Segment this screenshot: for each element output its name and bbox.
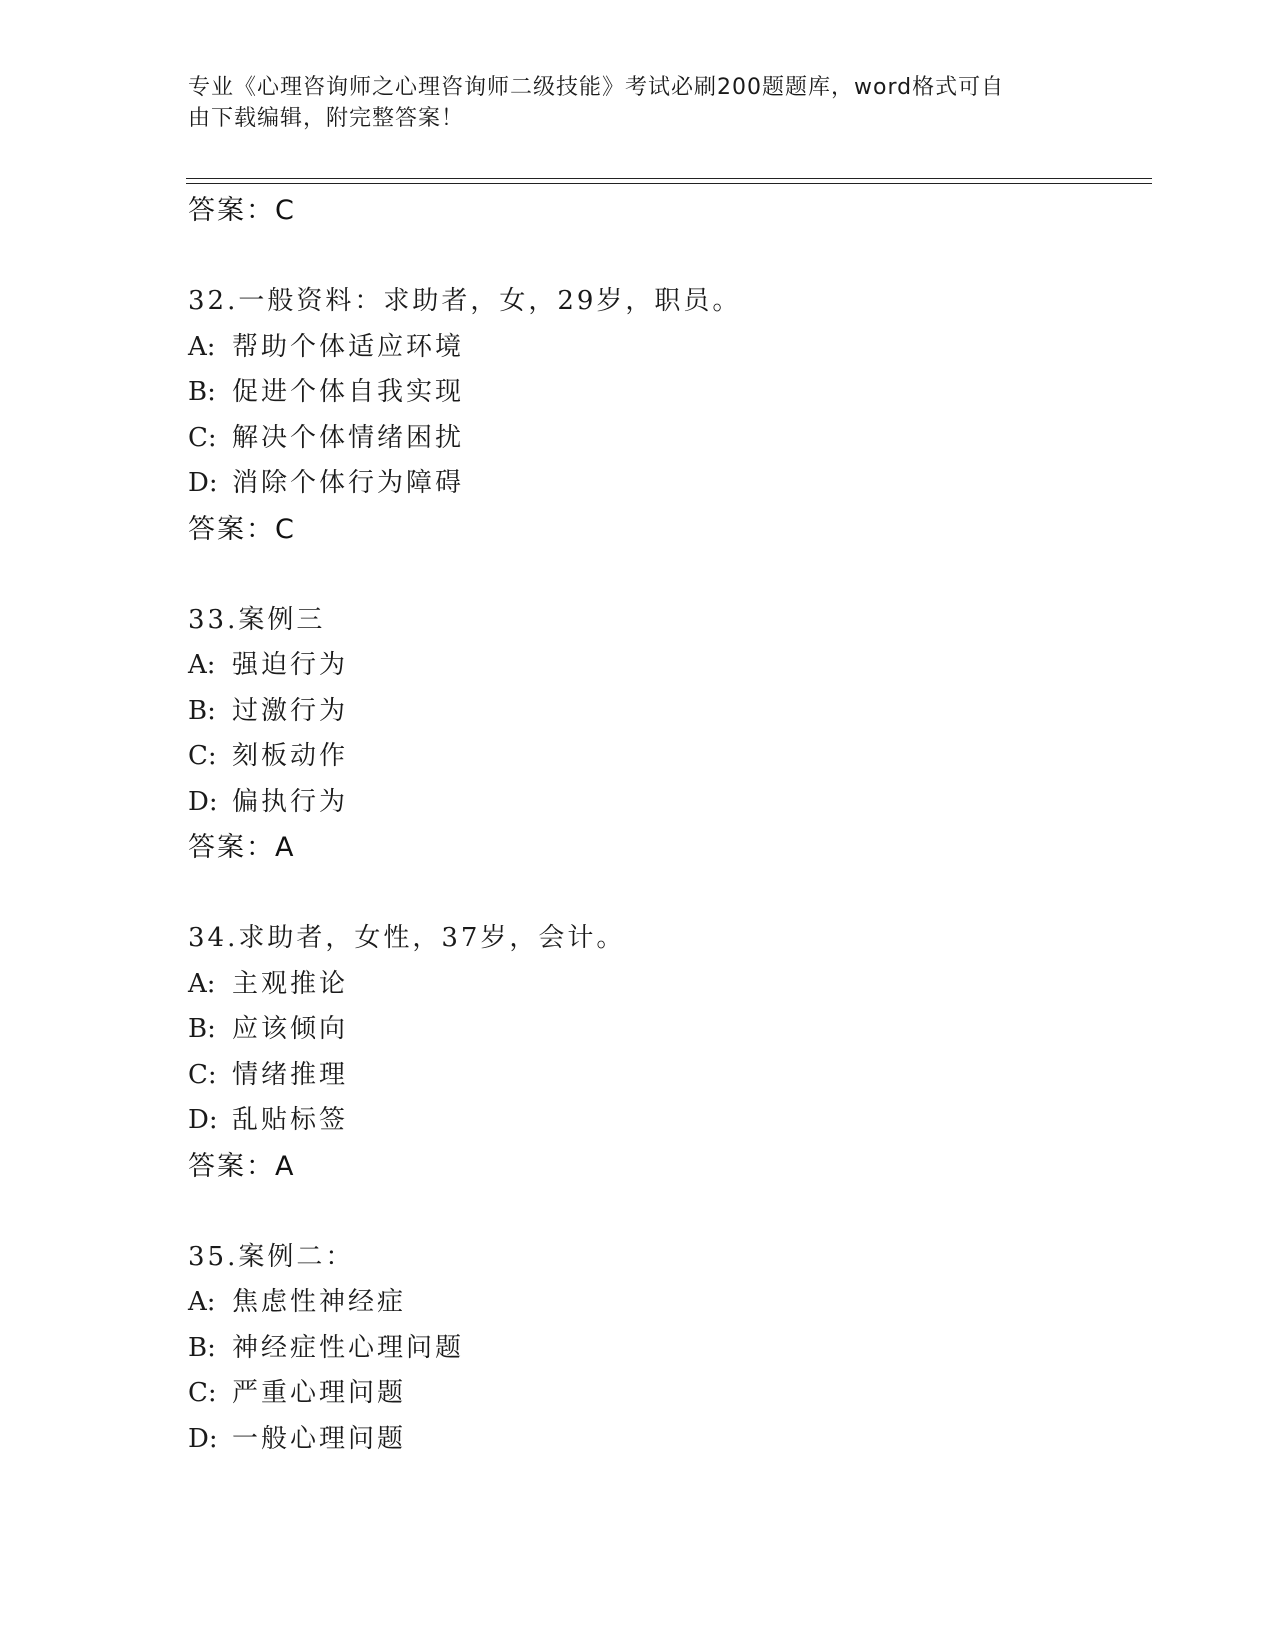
- option-letter: A:: [188, 968, 216, 999]
- option-text: 过激行为: [232, 695, 349, 726]
- answer-line: 答案：C: [188, 513, 296, 545]
- option-b: [188, 1007, 1148, 1053]
- answer-line: 答案：A: [188, 832, 296, 863]
- option-c: [188, 1371, 1148, 1417]
- option-text: 主观推论: [232, 968, 349, 999]
- question-33: [188, 598, 1148, 871]
- spacer: [188, 1189, 1148, 1235]
- option-letter: D:: [188, 468, 218, 498]
- spacer: [188, 552, 1148, 598]
- option-letter: A:: [188, 331, 216, 362]
- option-a: [188, 643, 1148, 689]
- option-c: [188, 1053, 1148, 1099]
- option-d: [188, 780, 1148, 826]
- option-d: [188, 1417, 1148, 1463]
- option-letter: D:: [188, 786, 218, 817]
- spacer: [188, 234, 1148, 280]
- option-text: 消除个体行为障碍: [232, 468, 465, 498]
- option-letter: B:: [188, 695, 216, 726]
- header-line-2: 由下载编辑，附完整答案！: [188, 106, 465, 131]
- option-a: [188, 325, 1148, 371]
- option-text: 乱贴标签: [232, 1105, 349, 1135]
- option-text: 帮助个体适应环境: [232, 331, 465, 362]
- option-d: [188, 461, 1148, 507]
- option-letter: A:: [188, 650, 216, 680]
- option-letter: B:: [188, 1332, 216, 1363]
- option-letter: B:: [188, 1014, 216, 1044]
- option-a: [188, 962, 1148, 1008]
- option-letter: D:: [188, 1423, 218, 1454]
- question-stem: 33.案例三: [188, 604, 326, 635]
- option-letter: D:: [188, 1105, 218, 1135]
- header-line-1: 专业《心理咨询师之心理咨询师二级技能》考试必刷200题题库，word格式可自: [188, 75, 1005, 100]
- option-b: [188, 370, 1148, 416]
- option-letter: C:: [188, 1378, 217, 1408]
- option-text: 情绪推理: [232, 1059, 349, 1090]
- question-35: [188, 1235, 1148, 1463]
- question-stem: 32.一般资料：求助者，女，29岁，职员。: [188, 286, 742, 316]
- option-b: [188, 1326, 1148, 1372]
- question-32: [188, 279, 1148, 552]
- document-body: [188, 188, 1148, 1462]
- option-text: 一般心理问题: [232, 1423, 407, 1454]
- option-c: [188, 416, 1148, 462]
- header-divider-bottom: [186, 183, 1152, 184]
- answer-line: 答案：C: [188, 195, 296, 226]
- option-letter: C:: [188, 741, 217, 771]
- option-text: 神经症性心理问题: [232, 1332, 465, 1363]
- option-text: 严重心理问题: [232, 1378, 407, 1408]
- option-text: 偏执行为: [232, 786, 349, 817]
- option-d: [188, 1098, 1148, 1144]
- spacer: [188, 871, 1148, 917]
- option-c: [188, 734, 1148, 780]
- option-text: 焦虑性神经症: [232, 1287, 407, 1317]
- option-text: 强迫行为: [232, 650, 349, 680]
- option-text: 应该倾向: [232, 1014, 349, 1044]
- option-text: 刻板动作: [232, 741, 349, 771]
- option-letter: A:: [188, 1287, 216, 1317]
- option-b: [188, 689, 1148, 735]
- question-stem: 35.案例二：: [188, 1241, 355, 1272]
- answer-line: 答案：A: [188, 1150, 296, 1182]
- option-letter: C:: [188, 1059, 217, 1090]
- option-text: 解决个体情绪困扰: [232, 422, 465, 453]
- question-stem: 34.求助者，女性，37岁，会计。: [188, 923, 626, 953]
- question-34: [188, 916, 1148, 1189]
- option-letter: B:: [188, 377, 216, 407]
- option-letter: C:: [188, 422, 217, 453]
- option-text: 促进个体自我实现: [232, 377, 465, 407]
- document-header: [188, 72, 1068, 134]
- header-divider-top: [186, 178, 1152, 179]
- option-a: [188, 1280, 1148, 1326]
